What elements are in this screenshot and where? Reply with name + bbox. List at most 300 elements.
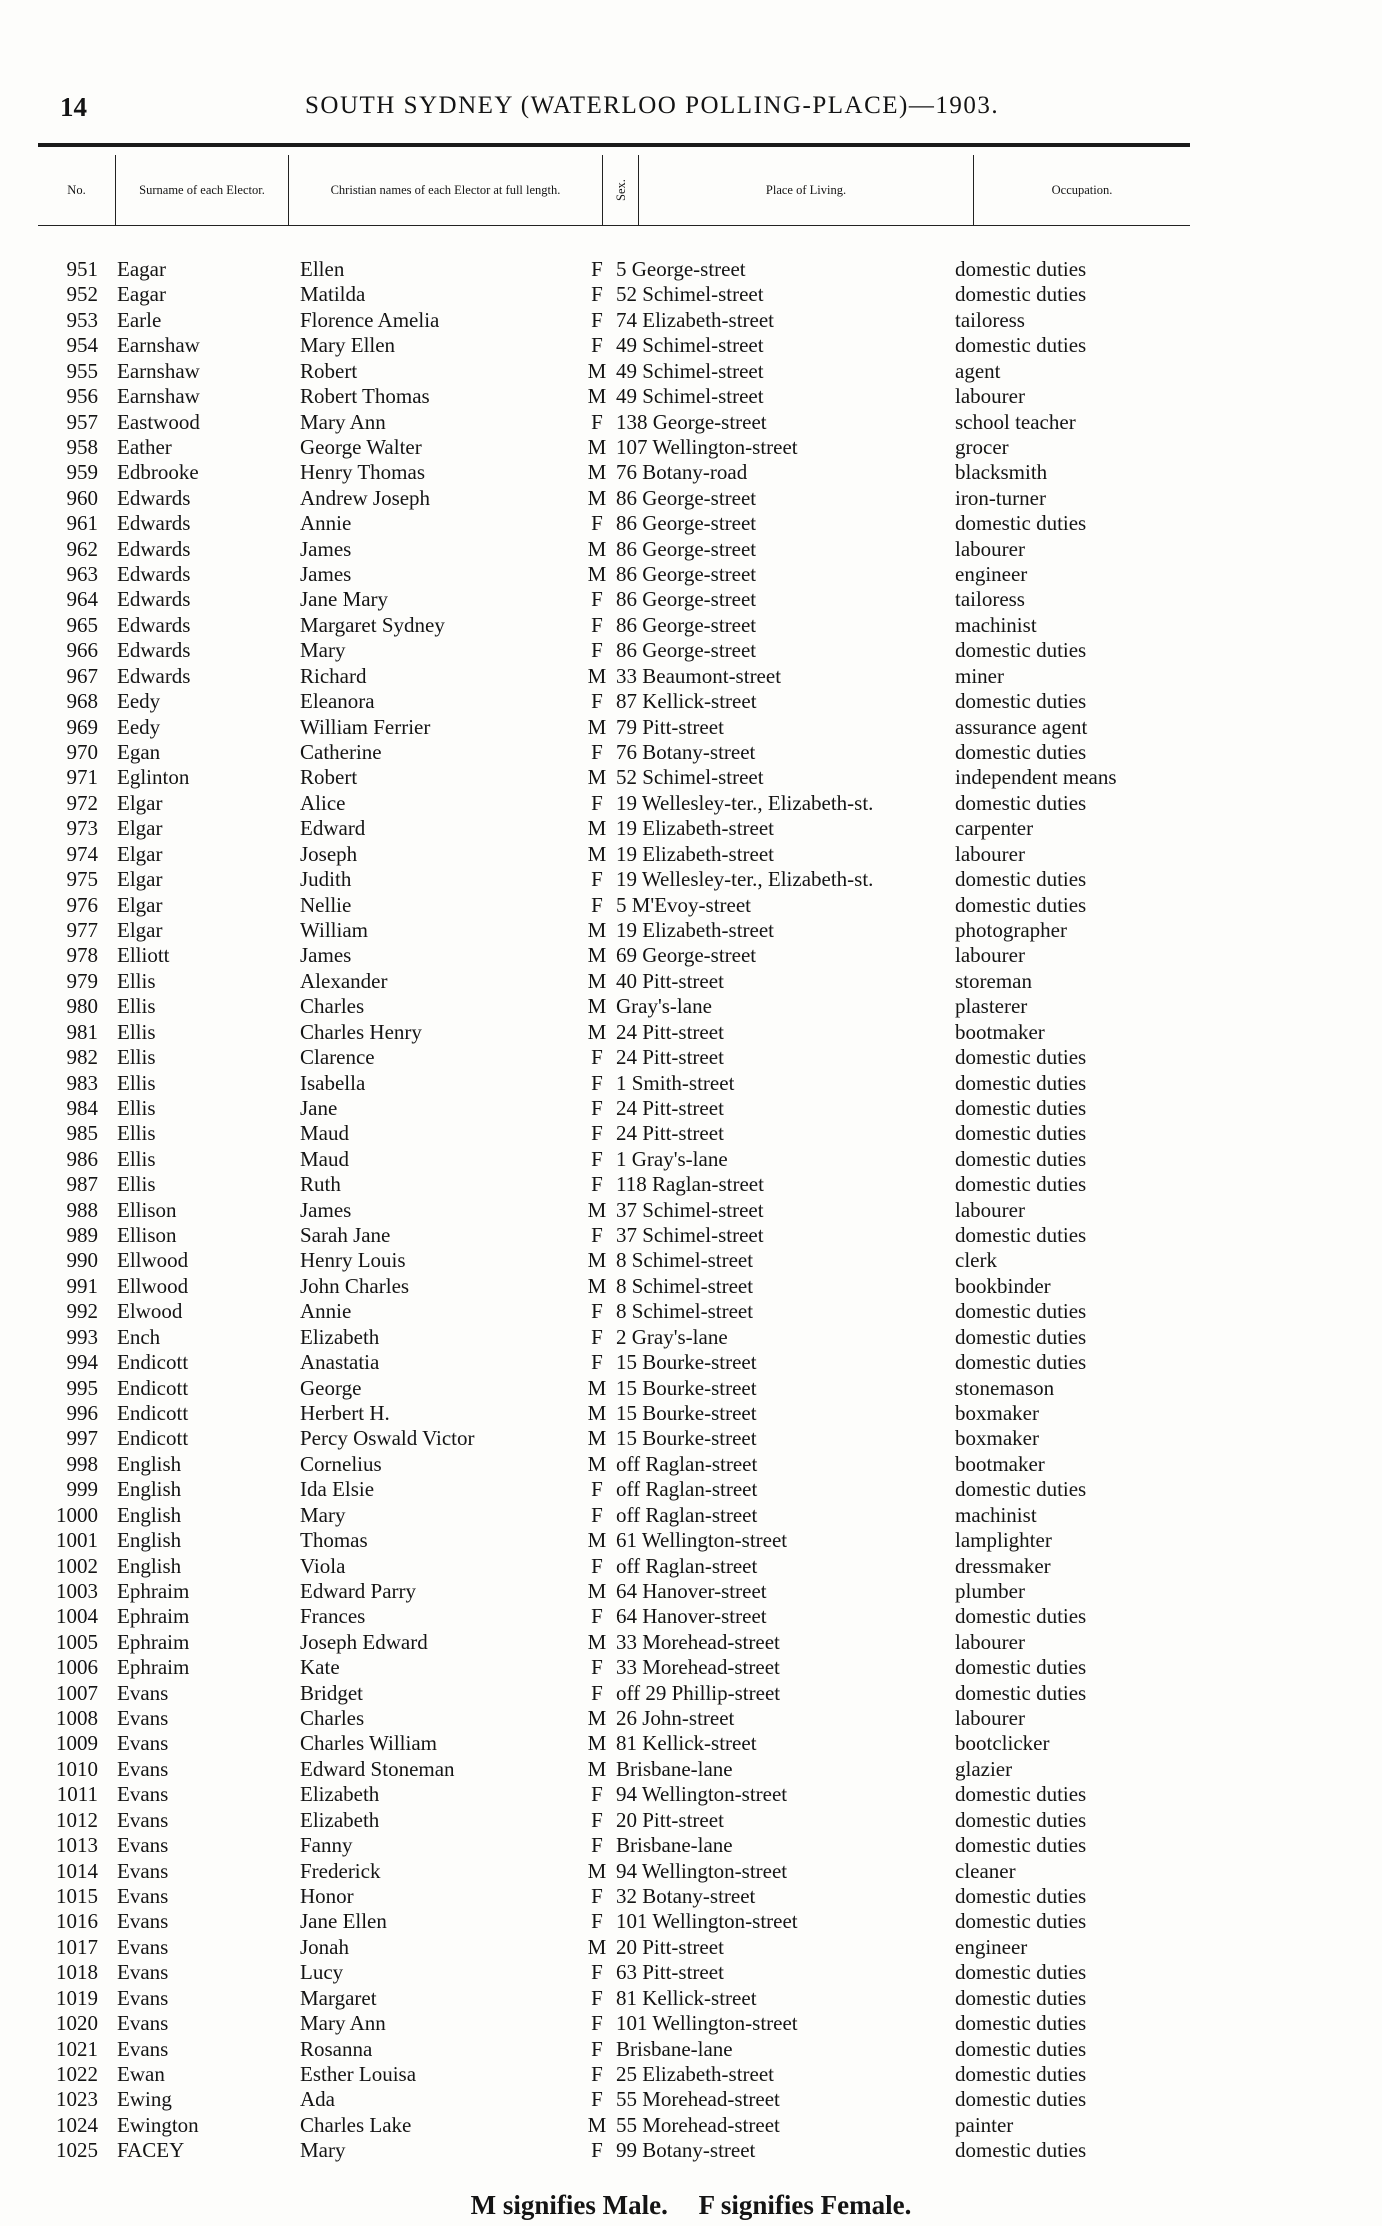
place-of-living: 55 Morehead-street <box>616 2087 780 2112</box>
christian-names: Ellen <box>300 257 345 281</box>
occupation: domestic duties <box>955 2087 1087 2112</box>
sex: M <box>587 485 607 510</box>
sex: M <box>587 765 607 790</box>
table-row <box>0 893 1382 918</box>
place-of-living: 5 M'Evoy-street <box>616 892 752 917</box>
sex: M <box>587 358 607 383</box>
sex: M <box>587 536 607 561</box>
place-of-living: 74 Elizabeth-street <box>616 307 775 332</box>
elector-number: 1010 <box>56 1756 98 1781</box>
sex: M <box>587 1019 607 1044</box>
surname: Edwards <box>117 485 191 510</box>
sex: F <box>591 409 603 434</box>
elector-number: 978 <box>66 943 98 968</box>
surname: Edwards <box>117 511 191 536</box>
elector-number: 991 <box>66 1273 98 1298</box>
table-row <box>0 1223 1382 1248</box>
sex: M <box>587 1756 607 1781</box>
surname: Evans <box>117 2036 169 2061</box>
elector-number: 976 <box>66 892 98 917</box>
place-of-living: Gray's-lane <box>616 994 712 1019</box>
place-of-living: 61 Wellington-street <box>616 1528 788 1553</box>
place-of-living: 37 Schimel-street <box>616 1197 764 1222</box>
christian-names: Bridget <box>300 1680 363 1705</box>
sex: M <box>587 1451 607 1476</box>
surname: Ellis <box>117 1121 156 1146</box>
christian-names: Percy Oswald Victor <box>300 1426 475 1451</box>
surname: Edwards <box>117 638 191 663</box>
elector-number: 974 <box>66 841 98 866</box>
table-row <box>0 1909 1382 1934</box>
place-of-living: 99 Botany-street <box>616 2138 756 2163</box>
table-row <box>0 257 1382 282</box>
surname: Evans <box>117 1858 169 1883</box>
table-header <box>38 155 1190 226</box>
surname: Edwards <box>117 536 191 561</box>
place-of-living: 2 Gray's-lane <box>616 1324 728 1349</box>
elector-number: 956 <box>66 384 98 409</box>
place-of-living: 24 Pitt-street <box>616 1095 724 1120</box>
surname: Eedy <box>117 714 161 739</box>
table-row <box>0 1350 1382 1375</box>
christian-names: Ada <box>300 2087 335 2112</box>
sex: M <box>587 1528 607 1553</box>
occupation: domestic duties <box>955 1477 1087 1502</box>
sex: M <box>587 1629 607 1654</box>
occupation: dressmaker <box>955 1553 1051 1578</box>
place-of-living: 49 Schimel-street <box>616 384 764 409</box>
christian-names: Edward Stoneman <box>300 1756 455 1781</box>
elector-number: 995 <box>66 1375 98 1400</box>
table-row <box>0 1935 1382 1960</box>
sex: M <box>587 943 607 968</box>
elector-number: 969 <box>66 714 98 739</box>
occupation: painter <box>955 2112 1014 2137</box>
christian-names: Alice <box>300 790 346 815</box>
occupation: domestic duties <box>955 740 1087 765</box>
elector-number: 1025 <box>56 2138 98 2163</box>
christian-names: Margaret Sydney <box>300 612 445 637</box>
christian-names: Elizabeth <box>300 1324 380 1349</box>
table-row <box>0 791 1382 816</box>
christian-names: Sarah Jane <box>300 1223 391 1248</box>
place-of-living: 138 George-street <box>616 409 767 434</box>
table-row <box>0 969 1382 994</box>
christian-names: Fanny <box>300 1833 353 1858</box>
christian-names: Charles <box>300 994 365 1019</box>
place-of-living: 76 Botany-road <box>616 460 748 485</box>
table-row <box>0 1731 1382 1756</box>
table-row <box>0 587 1382 612</box>
place-of-living: 55 Morehead-street <box>616 2112 780 2137</box>
table-row <box>0 1198 1382 1223</box>
occupation: labourer <box>955 841 1025 866</box>
occupation: domestic duties <box>955 892 1087 917</box>
place-of-living: 86 George-street <box>616 562 757 587</box>
place-of-living: 94 Wellington-street <box>616 1782 788 1807</box>
occupation: domestic duties <box>955 1680 1087 1705</box>
surname: Evans <box>117 1807 169 1832</box>
elector-number: 994 <box>66 1350 98 1375</box>
place-of-living: 101 Wellington-street <box>616 1909 798 1934</box>
place-of-living: off Raglan-street <box>616 1477 758 1502</box>
table-row <box>0 1376 1382 1401</box>
occupation: labourer <box>955 943 1025 968</box>
table-row <box>0 765 1382 790</box>
sex: M <box>587 460 607 485</box>
christian-names: Andrew Joseph <box>300 485 431 510</box>
place-of-living: 52 Schimel-street <box>616 765 764 790</box>
occupation: domestic duties <box>955 1223 1087 1248</box>
christian-names: Mary Ann <box>300 409 386 434</box>
christian-names: Mary <box>300 638 346 663</box>
elector-number: 997 <box>66 1426 98 1451</box>
table-row <box>0 1833 1382 1858</box>
christian-names: Kate <box>300 1655 340 1680</box>
surname: Elgar <box>117 790 163 815</box>
sex: M <box>587 1248 607 1273</box>
surname: Ellison <box>117 1197 177 1222</box>
surname: Elgar <box>117 841 163 866</box>
table-row <box>0 562 1382 587</box>
table-row <box>0 1121 1382 1146</box>
table-row <box>0 1884 1382 1909</box>
table-row <box>0 1248 1382 1273</box>
occupation: bootclicker <box>955 1731 1050 1756</box>
sex: F <box>591 1655 603 1680</box>
surname: FACEY <box>117 2138 185 2163</box>
christian-names: Joseph Edward <box>300 1629 428 1654</box>
occupation: agent <box>955 358 1001 383</box>
occupation: independent means <box>955 765 1117 790</box>
surname: Ellwood <box>117 1248 189 1273</box>
table-row <box>0 1020 1382 1045</box>
occupation: domestic duties <box>955 790 1087 815</box>
sex: F <box>591 1324 603 1349</box>
occupation: clerk <box>955 1248 997 1273</box>
place-of-living: off 29 Phillip-street <box>616 1680 781 1705</box>
surname: Evans <box>117 1934 169 1959</box>
sex: M <box>587 1375 607 1400</box>
table-row <box>0 537 1382 562</box>
elector-number: 989 <box>66 1223 98 1248</box>
occupation: domestic duties <box>955 1655 1087 1680</box>
surname: Edwards <box>117 587 191 612</box>
table-row <box>0 1325 1382 1350</box>
sex: F <box>591 1121 603 1146</box>
elector-number: 993 <box>66 1324 98 1349</box>
elector-number: 981 <box>66 1019 98 1044</box>
christian-names: Viola <box>300 1553 346 1578</box>
place-of-living: 32 Botany-street <box>616 1884 756 1908</box>
sex: F <box>591 2061 603 2086</box>
sex: M <box>587 1578 607 1603</box>
table-row <box>0 1782 1382 1807</box>
surname: Eather <box>117 434 172 459</box>
occupation: domestic duties <box>955 1146 1087 1171</box>
surname: Ellis <box>117 1070 156 1095</box>
place-of-living: 15 Bourke-street <box>616 1375 757 1400</box>
table-row <box>0 613 1382 638</box>
sex: F <box>591 638 603 663</box>
surname: Ellis <box>117 968 156 993</box>
sex: M <box>587 663 607 688</box>
surname: Evans <box>117 1833 169 1858</box>
elector-number: 999 <box>66 1477 98 1502</box>
occupation: cleaner <box>955 1858 1016 1883</box>
table-row <box>0 1528 1382 1553</box>
surname: Edwards <box>117 663 191 688</box>
top-rule <box>38 143 1190 147</box>
elector-number: 987 <box>66 1172 98 1197</box>
occupation: engineer <box>955 1934 1028 1959</box>
sex: F <box>591 1095 603 1120</box>
place-of-living: 86 George-street <box>616 485 757 510</box>
place-of-living: off Raglan-street <box>616 1553 758 1578</box>
sex: F <box>591 1680 603 1705</box>
place-of-living: 24 Pitt-street <box>616 1121 724 1146</box>
christian-names: Mary Ellen <box>300 333 396 358</box>
surname: Evans <box>117 1706 169 1731</box>
place-of-living: 33 Beaumont-street <box>616 663 782 688</box>
place-of-living: Brisbane-lane <box>616 1833 733 1858</box>
surname: Evans <box>117 2011 169 2036</box>
table-row <box>0 1986 1382 2011</box>
place-of-living: 25 Elizabeth-street <box>616 2061 775 2086</box>
place-of-living: 33 Morehead-street <box>616 1629 780 1654</box>
elector-number: 970 <box>66 740 98 765</box>
legend-female: F signifies Female. <box>698 2190 912 2220</box>
table-row <box>0 1172 1382 1197</box>
christian-names: Joseph <box>300 841 358 866</box>
header-sex <box>603 155 639 225</box>
table-row <box>0 1706 1382 1731</box>
christian-names: Honor <box>300 1884 354 1908</box>
place-of-living: 40 Pitt-street <box>616 968 724 993</box>
christian-names: Henry Louis <box>300 1248 406 1273</box>
sex: M <box>587 1400 607 1425</box>
elector-number: 967 <box>66 663 98 688</box>
page-number: 14 <box>60 92 87 122</box>
elector-number: 953 <box>66 307 98 332</box>
occupation: boxmaker <box>955 1426 1039 1451</box>
elector-number: 1002 <box>56 1553 98 1578</box>
surname: Edwards <box>117 562 191 587</box>
sex: F <box>591 790 603 815</box>
sex: M <box>587 1934 607 1959</box>
christian-names: Robert <box>300 358 358 383</box>
sex: F <box>591 1146 603 1171</box>
occupation: iron-turner <box>955 485 1046 510</box>
occupation: storeman <box>955 968 1032 993</box>
place-of-living: 33 Morehead-street <box>616 1655 780 1680</box>
elector-number: 1014 <box>56 1858 98 1883</box>
place-of-living: 101 Wellington-street <box>616 2011 798 2036</box>
sex: F <box>591 1553 603 1578</box>
table-row <box>0 460 1382 485</box>
occupation: plumber <box>955 1578 1025 1603</box>
occupation: tailoress <box>955 307 1025 332</box>
christian-names: James <box>300 536 352 561</box>
place-of-living: 19 Elizabeth-street <box>616 917 775 942</box>
elector-number: 1005 <box>56 1629 98 1654</box>
elector-number: 977 <box>66 917 98 942</box>
place-of-living: 81 Kellick-street <box>616 1985 757 2010</box>
christian-names: Thomas <box>300 1528 368 1553</box>
elector-number: 1024 <box>56 2112 98 2137</box>
place-of-living: 19 Elizabeth-street <box>616 841 775 866</box>
surname: Endicott <box>117 1426 189 1451</box>
sex: F <box>591 333 603 358</box>
sex: F <box>591 892 603 917</box>
christian-names: George <box>300 1375 362 1400</box>
occupation: domestic duties <box>955 1324 1087 1349</box>
place-of-living: 49 Schimel-street <box>616 333 764 358</box>
sex: F <box>591 1045 603 1070</box>
sex: F <box>591 2011 603 2036</box>
sex: M <box>587 968 607 993</box>
place-of-living: 86 George-street <box>616 511 757 536</box>
table-row <box>0 943 1382 968</box>
table-row <box>0 1808 1382 1833</box>
legend-footer <box>0 2190 1382 2221</box>
elector-number: 973 <box>66 816 98 841</box>
place-of-living: 20 Pitt-street <box>616 1807 724 1832</box>
table-row <box>0 308 1382 333</box>
surname: Evans <box>117 1960 169 1985</box>
table-row <box>0 1071 1382 1096</box>
elector-number: 1000 <box>56 1502 98 1527</box>
place-of-living: 49 Schimel-street <box>616 358 764 383</box>
surname: English <box>117 1502 182 1527</box>
sex: M <box>587 1197 607 1222</box>
christian-names: Rosanna <box>300 2036 373 2061</box>
christian-names: Anastatia <box>300 1350 380 1375</box>
elector-number: 964 <box>66 587 98 612</box>
sex: F <box>591 307 603 332</box>
sex: F <box>591 1985 603 2010</box>
sex: F <box>591 2138 603 2163</box>
occupation: engineer <box>955 562 1028 587</box>
elector-number: 980 <box>66 994 98 1019</box>
place-of-living: 15 Bourke-street <box>616 1350 757 1375</box>
elector-list <box>0 257 1382 2164</box>
table-row <box>0 1681 1382 1706</box>
surname: Eglinton <box>117 765 190 790</box>
place-of-living: 19 Wellesley-ter., Elizabeth-st. <box>616 790 874 815</box>
elector-number: 955 <box>66 358 98 383</box>
occupation: domestic duties <box>955 867 1087 892</box>
christian-names: Robert <box>300 765 358 790</box>
sex: F <box>591 1299 603 1324</box>
occupation: domestic duties <box>955 1172 1087 1197</box>
elector-number: 1016 <box>56 1909 98 1934</box>
occupation: labourer <box>955 384 1025 409</box>
table-row <box>0 664 1382 689</box>
christian-names: James <box>300 1197 352 1222</box>
elector-number: 1022 <box>56 2061 98 2086</box>
surname: Elgar <box>117 892 163 917</box>
sex: F <box>591 1172 603 1197</box>
christian-names: Edward Parry <box>300 1578 417 1603</box>
surname: Ewing <box>117 2087 172 2112</box>
christian-names: Jane Ellen <box>300 1909 387 1934</box>
occupation: labourer <box>955 536 1025 561</box>
place-of-living: 19 Elizabeth-street <box>616 816 775 841</box>
occupation: boxmaker <box>955 1400 1039 1425</box>
christian-names: Judith <box>300 867 352 892</box>
sex: F <box>591 1477 603 1502</box>
table-row <box>0 1757 1382 1782</box>
christian-names: Jane Mary <box>300 587 389 612</box>
occupation: domestic duties <box>955 1299 1087 1324</box>
surname: English <box>117 1553 182 1578</box>
place-of-living: Brisbane-lane <box>616 2036 733 2061</box>
place-of-living: 1 Gray's-lane <box>616 1146 728 1171</box>
elector-number: 1013 <box>56 1833 98 1858</box>
sex: F <box>591 867 603 892</box>
table-row <box>0 1452 1382 1477</box>
surname: Edbrooke <box>117 460 199 485</box>
surname: Ellis <box>117 1146 156 1171</box>
elector-number: 990 <box>66 1248 98 1273</box>
header-no: No. <box>38 155 116 225</box>
christian-names: Eleanora <box>300 689 375 714</box>
occupation: bookbinder <box>955 1273 1051 1298</box>
sex: F <box>591 1070 603 1095</box>
occupation: domestic duties <box>955 1604 1087 1629</box>
table-row <box>0 486 1382 511</box>
place-of-living: 118 Raglan-street <box>616 1172 764 1197</box>
header-sex-label: Sex. <box>613 179 628 201</box>
sex: F <box>591 1960 603 1985</box>
surname: Ench <box>117 1324 161 1349</box>
sex: M <box>587 1858 607 1883</box>
elector-number: 1001 <box>56 1528 98 1553</box>
header-place-of-living: Place of Living. <box>639 155 974 225</box>
christian-names: Clarence <box>300 1045 375 1070</box>
surname: Ellison <box>117 1223 177 1248</box>
place-of-living: 107 Wellington-street <box>616 434 798 459</box>
surname: Ewan <box>117 2061 165 2086</box>
occupation: domestic duties <box>955 257 1087 281</box>
table-row <box>0 816 1382 841</box>
table-row <box>0 1960 1382 1985</box>
place-of-living: 37 Schimel-street <box>616 1223 764 1248</box>
table-row <box>0 1477 1382 1502</box>
elector-number: 992 <box>66 1299 98 1324</box>
christian-names: Elizabeth <box>300 1782 380 1807</box>
christian-names: Edward <box>300 816 366 841</box>
christian-names: Annie <box>300 1299 352 1324</box>
elector-number: 1020 <box>56 2011 98 2036</box>
occupation: blacksmith <box>955 460 1048 485</box>
elector-number: 1019 <box>56 1985 98 2010</box>
christian-names: Mary <box>300 1502 346 1527</box>
sex: F <box>591 1807 603 1832</box>
sex: F <box>591 1909 603 1934</box>
christian-names: William <box>300 917 368 942</box>
table-row <box>0 918 1382 943</box>
table-row <box>0 2113 1382 2138</box>
table-row <box>0 1655 1382 1680</box>
elector-number: 1018 <box>56 1960 98 1985</box>
elector-number: 1021 <box>56 2036 98 2061</box>
occupation: plasterer <box>955 994 1028 1019</box>
occupation: labourer <box>955 1197 1025 1222</box>
christian-names: Catherine <box>300 740 382 765</box>
elector-number: 954 <box>66 333 98 358</box>
